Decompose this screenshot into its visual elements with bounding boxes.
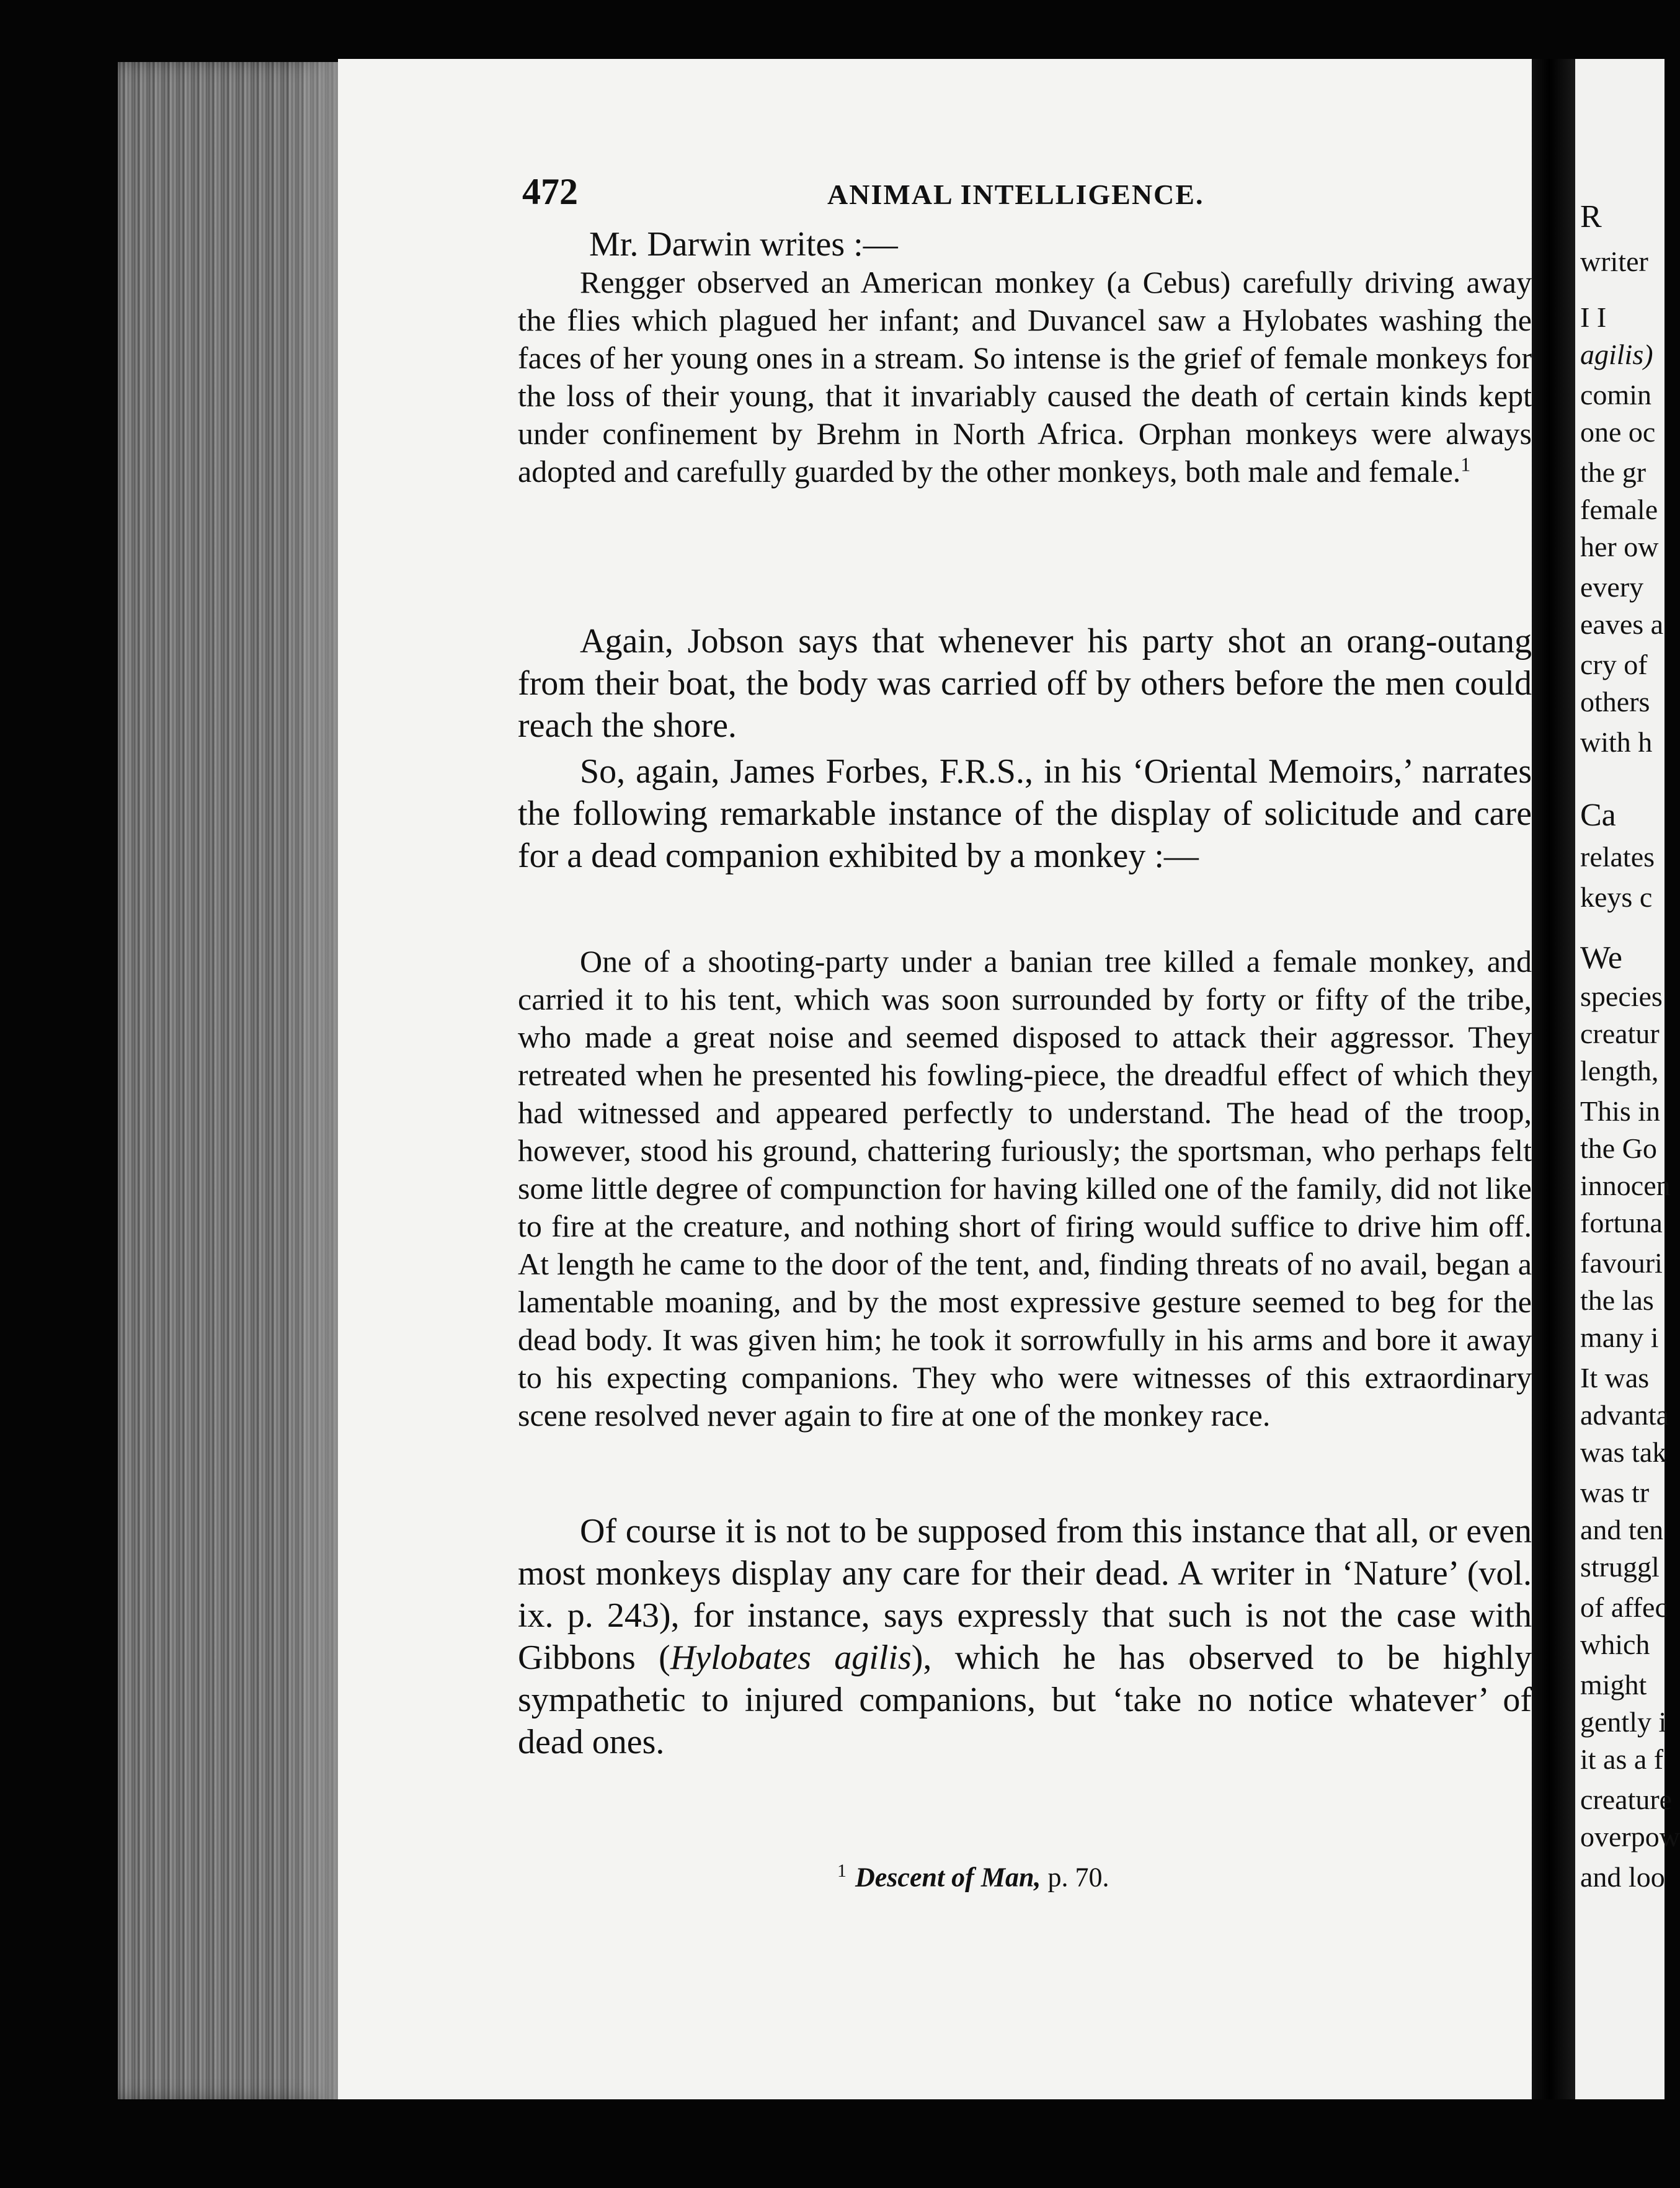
facing-page-line: cry of <box>1580 649 1648 680</box>
book-page-472 <box>338 59 1538 2099</box>
facing-page-line: it as a f <box>1580 1743 1664 1775</box>
facing-page-line: keys c <box>1580 881 1653 913</box>
facing-page-line: It was <box>1580 1362 1650 1394</box>
facing-page-line: species <box>1580 981 1663 1012</box>
facing-page-line: creatur <box>1580 1018 1660 1049</box>
facing-page-line: gently i <box>1580 1706 1667 1738</box>
facing-page-line: overpow <box>1580 1821 1680 1852</box>
running-head: ANIMAL INTELLIGENCE. <box>827 179 1204 210</box>
facing-page-line: relates <box>1580 841 1655 873</box>
facing-page-line: writer <box>1580 246 1648 277</box>
conclusion-text-1: Of course it is not to be supposed from this instance that all, or even most monkeys display any care for their dead. A writer in ‘Nature’ (vol. ix. p. 243), for instance, says expressly that such is not the case with Gibbons ( <box>518 1512 1532 1677</box>
facing-page-line: of affec <box>1580 1591 1668 1623</box>
facing-page-line: advanta <box>1580 1399 1669 1431</box>
facing-page-line: the Go <box>1580 1132 1657 1164</box>
facing-page-line: struggl <box>1580 1551 1660 1583</box>
darwin-quote-text: Rengger observed an American monkey (a Cebus) carefully driving away the flies which plagued her infant; and Duvancel saw a Hylobates washing the faces of her young ones in a stream. So intense is the grief of female monkeys for the loss of their young, that it invariably caused the death of certain kinds kept under confinement by Brehm in North Africa. Orphan monkeys were always adopted and carefully guarded by the other monkeys, both male and female. <box>518 265 1532 489</box>
facing-page-line: eaves a <box>1580 608 1664 640</box>
facing-page-line: with h <box>1580 726 1653 758</box>
facing-page-line: the gr <box>1580 456 1647 488</box>
facing-page-line: her ow <box>1580 531 1659 563</box>
facing-page-line: length, <box>1580 1055 1659 1087</box>
facing-page-line: favouri <box>1580 1247 1663 1279</box>
footnote-marker: 1 <box>1460 453 1471 476</box>
paragraph-forbes: So, again, James Forbes, F.R.S., in his ‘Oriental Memoirs,’ narrates the following remarkable instance of the display of solicitude and care for a dead companion exhibited by a monkey :— <box>518 752 1532 875</box>
facing-page-line: This in <box>1580 1095 1661 1127</box>
facing-page-line: and loo <box>1580 1861 1665 1893</box>
footnote <box>837 1861 1109 1893</box>
facing-page-line: creature <box>1580 1784 1673 1815</box>
facing-page-line: I I <box>1580 301 1607 333</box>
book-page-edges <box>118 62 338 2099</box>
conclusion-text-2: ), which he has observed to be highly sympathetic to injured companions, but ‘take no notice whatever’ of dead ones. <box>518 1639 1532 1761</box>
facing-page-line: and ten <box>1580 1514 1664 1545</box>
facing-page-line: agilis) <box>1580 339 1653 370</box>
page-number: 472 <box>522 171 578 212</box>
facing-page-line: the las <box>1580 1284 1654 1316</box>
facing-page-line: Ca <box>1580 798 1616 833</box>
book-gutter <box>1532 59 1575 2099</box>
paragraph-jobson: Again, Jobson says that whenever his party shot an orang-outang from their boat, the body was carried off by others before the men could reach the shore. <box>518 622 1532 745</box>
facing-page-line: many i <box>1580 1322 1659 1353</box>
facing-page-line: comin <box>1580 379 1651 411</box>
paragraph-conclusion <box>518 1510 1532 1763</box>
forbes-quote: One of a shooting-party under a banian tree killed a female monkey, and carried it to his tent, which was soon surrounded by forty or fifty of the tribe, who made a great noise and seemed disposed to attack their aggressor. They retreated when he presented his fowling-piece, the dreadful effect of which they had witnessed and appeared perfectly to understand. The head of the troop, however, stood his ground, chattering furiously; the sportsman, who perhaps felt some little degree of compunction for having killed one of the family, did not like to fire at the creature, and nothing short of firing would suffice to drive him off. At length he came to the door of the tent, and, finding threats of no avail, began a lamentable moaning, and by the most expressive gesture seemed to beg for the dead body. It was given him; he took it sorrowfully in his arms and bore it away to his expecting companions. They who were witnesses of this extraordinary scene resolved never again to fire at one of the monkey race. <box>518 944 1532 1433</box>
facing-page-line: others <box>1580 686 1650 718</box>
facing-page <box>1575 59 1680 2099</box>
facing-page-line: was tr <box>1580 1477 1650 1508</box>
facing-page-line: which <box>1580 1629 1650 1660</box>
facing-page-line: every <box>1580 571 1644 603</box>
facing-page-line: R <box>1580 199 1602 234</box>
facing-page-line: might <box>1580 1669 1647 1701</box>
conclusion-species-name: Hylobates agilis <box>670 1639 912 1677</box>
footnote-number: 1 <box>837 1861 847 1881</box>
facing-page-line: innocen <box>1580 1170 1671 1201</box>
page-header <box>522 171 1576 220</box>
footnote-title: Descent of Man, <box>855 1862 1041 1893</box>
intro-line: Mr. Darwin writes :— <box>589 225 898 264</box>
footnote-page-ref: p. 70. <box>1047 1862 1109 1893</box>
facing-page-line: was tak <box>1580 1436 1667 1468</box>
facing-page-line: We <box>1580 940 1622 976</box>
darwin-quote <box>518 264 1532 491</box>
facing-page-line: fortuna <box>1580 1207 1663 1239</box>
facing-page-line: female <box>1580 494 1658 525</box>
facing-page-line: one oc <box>1580 416 1656 448</box>
